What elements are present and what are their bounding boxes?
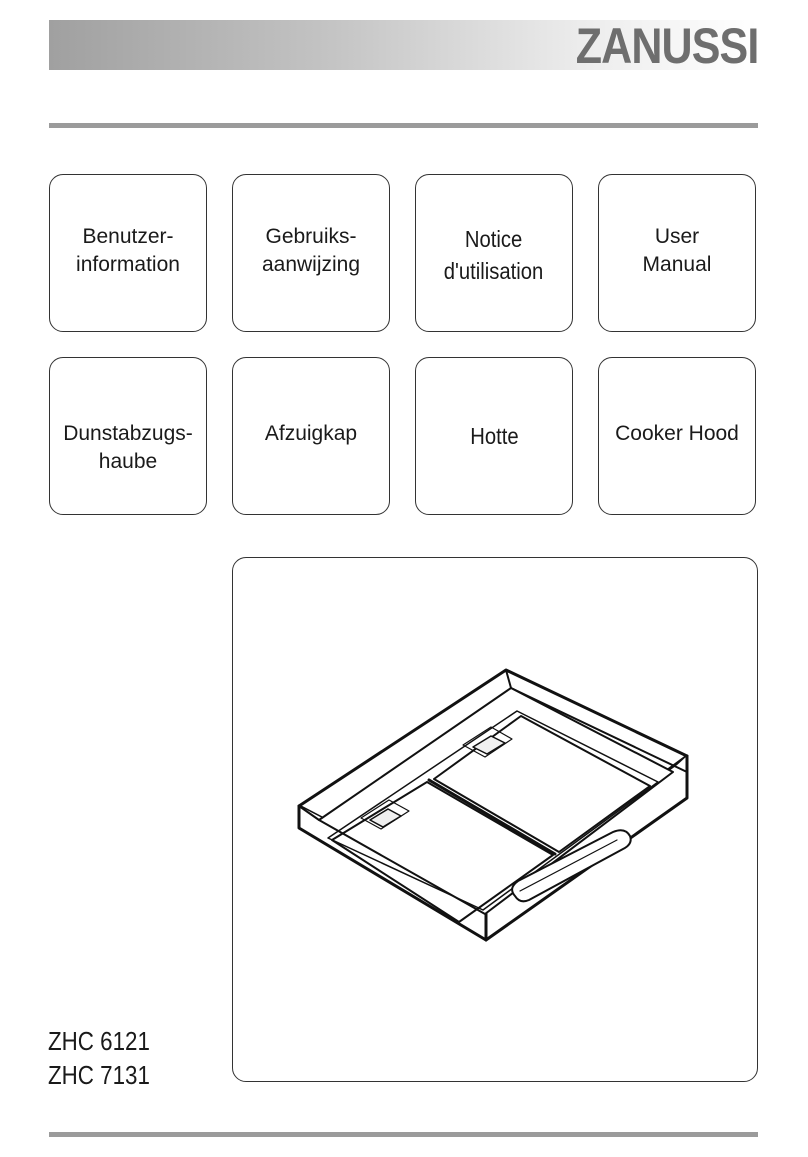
model-number: ZHC 6121 (48, 1026, 150, 1056)
label-text: Dunstabzugs- haube (63, 422, 193, 473)
brand-logo: ZANUSSI (575, 18, 758, 74)
label-box-fr-manual (415, 174, 573, 332)
label-box-de-manual (49, 174, 207, 332)
top-divider (49, 123, 758, 128)
bottom-divider (49, 1132, 758, 1137)
cooker-hood-illustration (233, 558, 759, 1083)
product-illustration-frame (232, 557, 758, 1082)
label-text: Gebruiks- aanwijzing (261, 225, 361, 276)
label-box-en-manual (598, 174, 756, 332)
label-box-en-product (598, 357, 756, 515)
label-box-nl-product (232, 357, 390, 515)
label-text: Benutzer- information (76, 225, 180, 276)
label-text: Hotte (469, 423, 519, 449)
label-text: Afzuigkap (264, 422, 358, 445)
hood-underside (319, 688, 673, 914)
label-text: Notice d'utilisation (444, 226, 544, 284)
label-box-de-product (49, 357, 207, 515)
label-box-nl-manual (232, 174, 390, 332)
label-text: User Manual (642, 225, 712, 276)
label-box-fr-product (415, 357, 573, 515)
label-text: Cooker Hood (615, 422, 739, 445)
model-number: ZHC 7131 (48, 1060, 150, 1090)
model-numbers (48, 1024, 150, 1092)
